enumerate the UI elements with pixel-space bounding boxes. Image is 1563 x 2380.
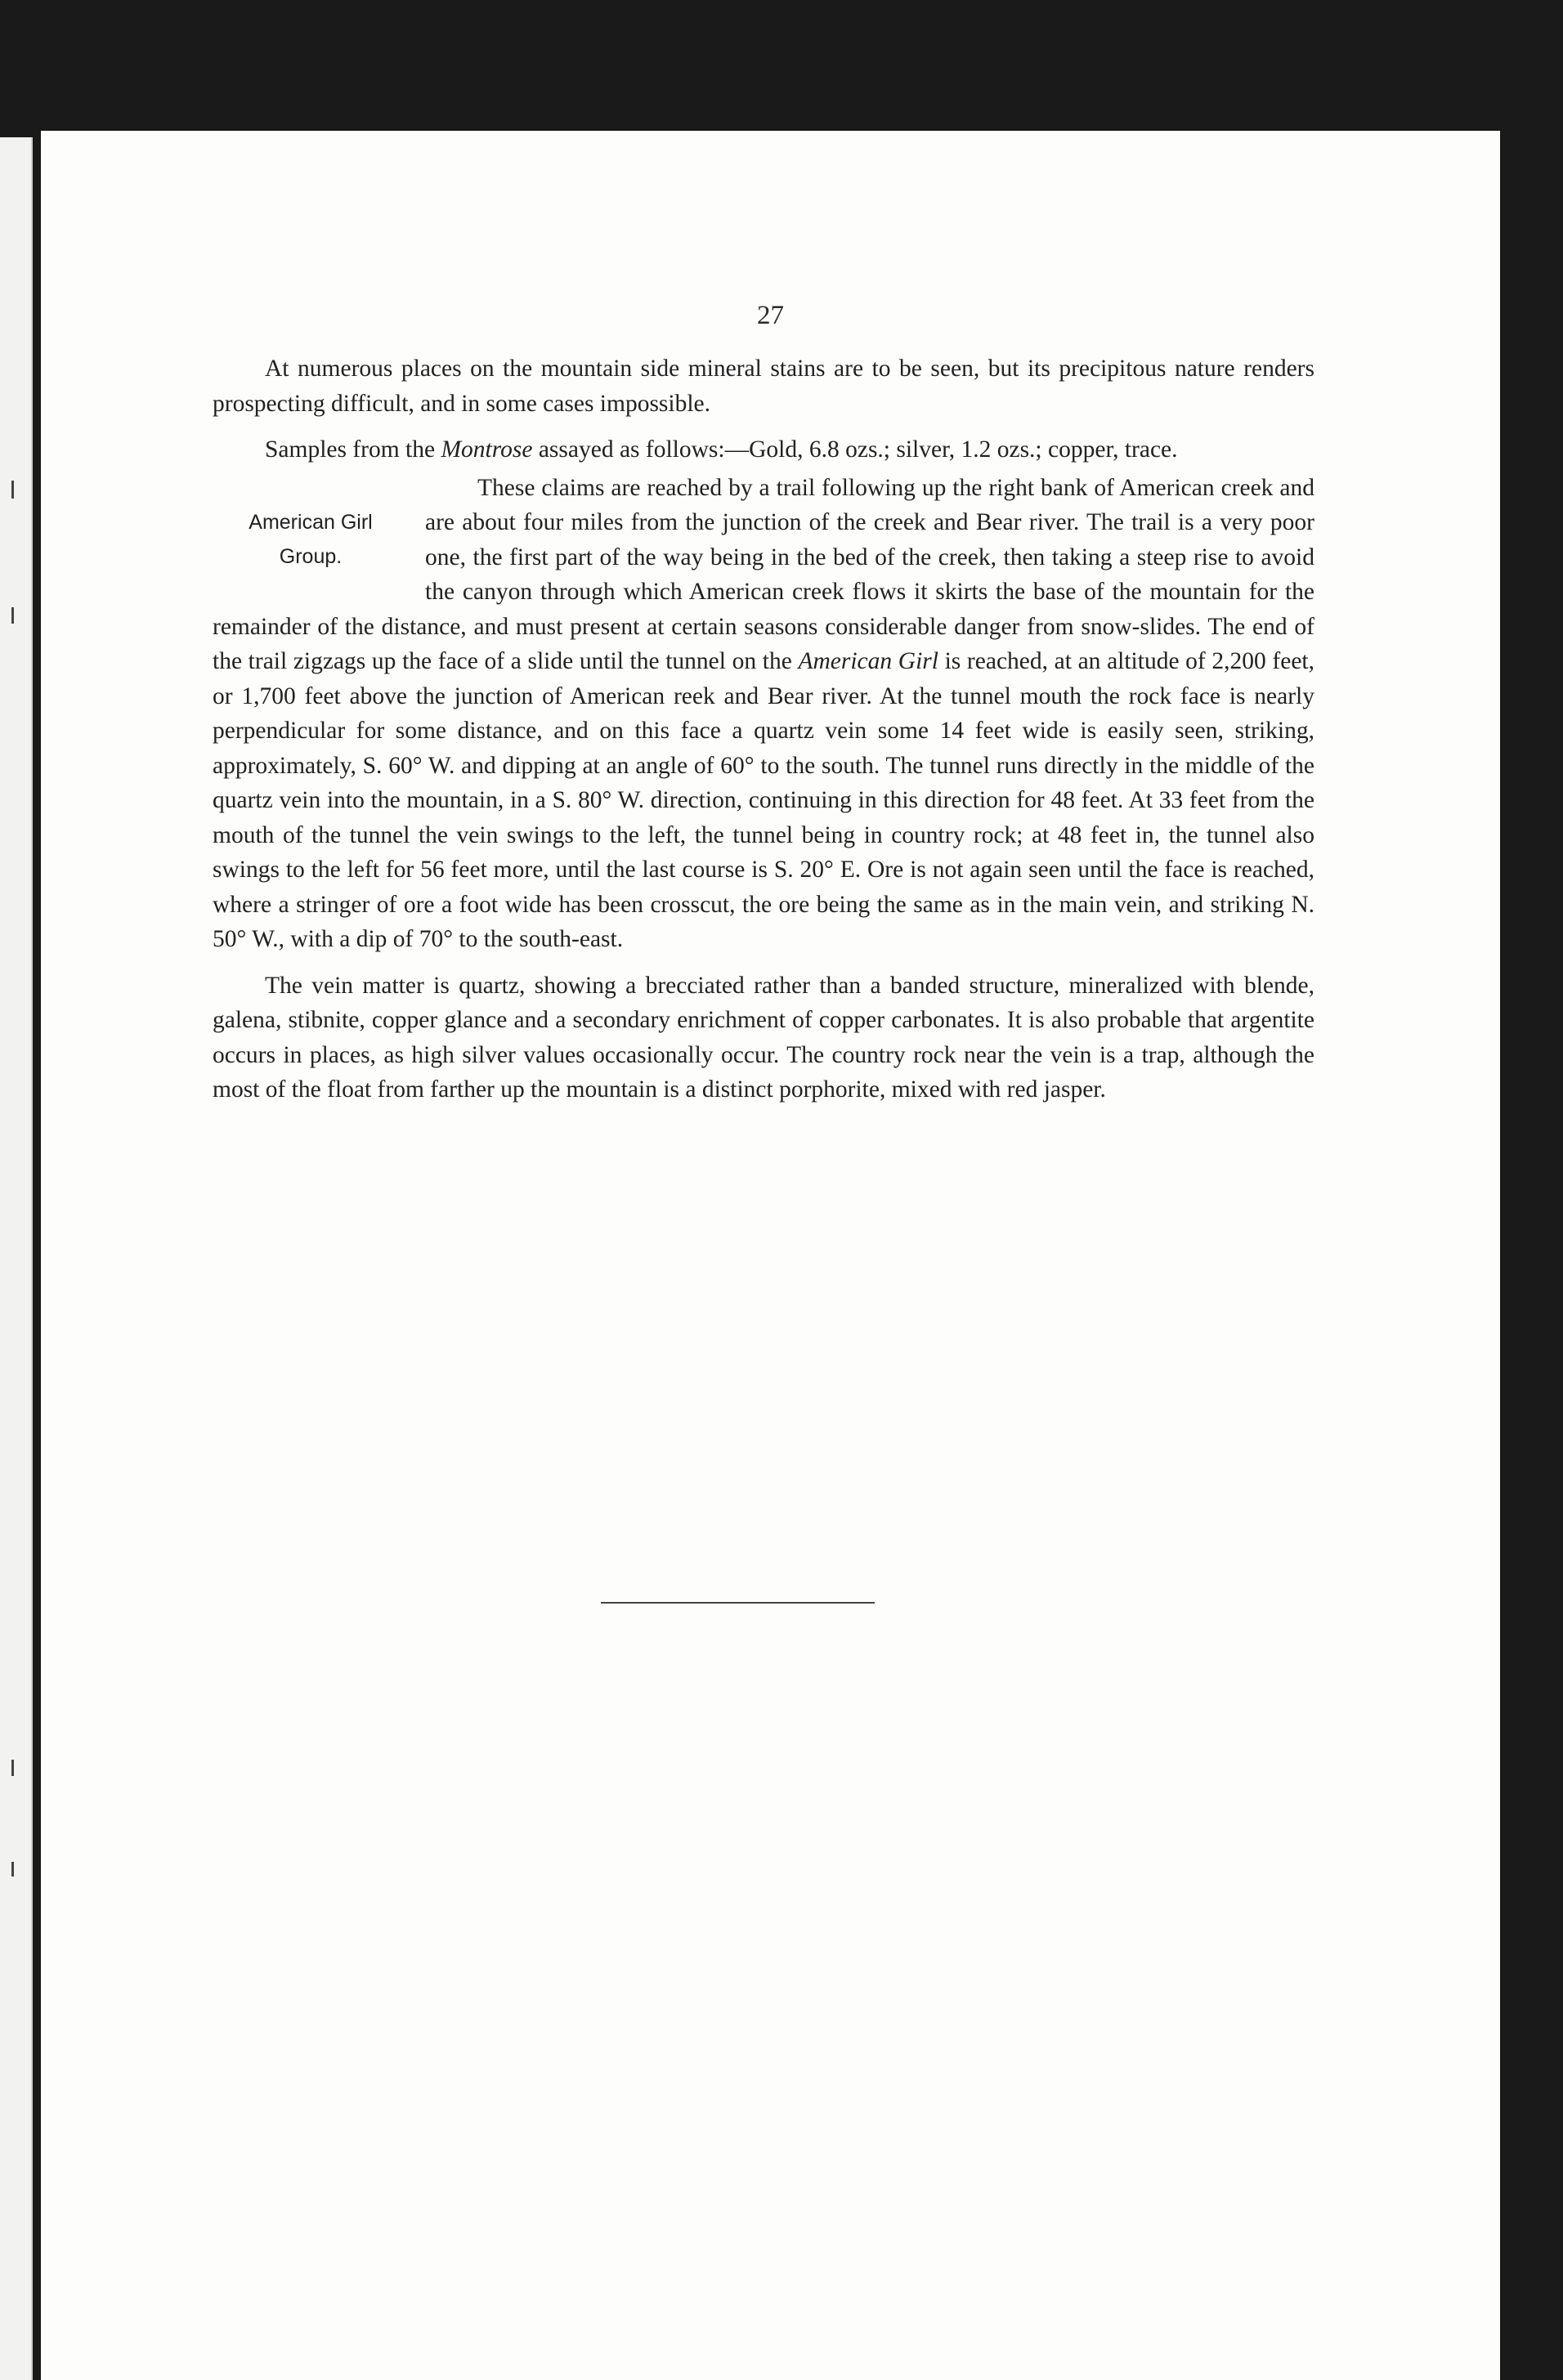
- samples-text: assayed as follows:—Gold, 6.8 ozs.; silver, 1.2 ozs.; copper, trace.: [532, 436, 1178, 463]
- american-girl-section: [213, 471, 1314, 957]
- page-number: 27: [757, 301, 784, 330]
- margin-mark: [11, 1760, 14, 1776]
- body-text: [213, 351, 1314, 1107]
- claim-name-american-girl: American Girl: [798, 648, 938, 674]
- paragraph-samples: [213, 432, 1314, 468]
- paragraph-vein-matter: The vein matter is quartz, showing a brecciated rather than a banded structure, mineralized with blende, galena, stibnite, copper glance and a secondary enrichment of copper carbonates. It is also probable that argentite occurs in places, as high silver values occasionally occur. The country rock near the vein is a trap, although the most of the float from farther up the mountain is a distinct porphorite, mixed with red jasper.: [213, 972, 1314, 1103]
- margin-mark: [11, 607, 14, 624]
- claim-name-montrose: Montrose: [441, 436, 533, 463]
- side-heading-line: American Girl: [249, 510, 373, 534]
- paragraph-mineral-stains: At numerous places on the mountain side mineral stains are to be seen, but its precipitous nature renders prospecting difficult, and in some cases impossible.: [213, 356, 1314, 417]
- side-heading-line: Group.: [279, 545, 343, 568]
- section-text: is reached, at an altitude of 2,200 feet, or 1,700 feet above the junction of American reek and Bear river. At the tunnel mouth the rock face is nearly perpendicular for some distance, and on this face a quartz vein some 14 feet wide is easily seen, striking, approximately, S. 60° W. and dipping at an angle of 60° to the south. The tunnel runs directly in the middle of the quartz vein into the mountain, in a S. 80° W. direction, continuing in this direction for 48 feet. At 33 feet from the mouth of the tunnel the vein swings to the left, the tunnel being in country rock; at 48 feet in, the tunnel also swings to the left for 56 feet more, until the last course is S. 20° E. Ore is not again seen until the face is reached, where a stringer of ore a foot wide has been crosscut, the ore being the same as in the main vein, and striking N. 50° W., with a dip of 70° to the south-east.: [213, 648, 1314, 952]
- margin-mark: [11, 481, 14, 499]
- samples-text: Samples from the: [265, 436, 441, 463]
- document-page: [41, 131, 1500, 2380]
- section-rule: [601, 1602, 875, 1604]
- side-heading: [213, 471, 425, 610]
- previous-page-edge: [0, 137, 33, 2380]
- section-text: These claims are reached by a trail following up the right bank of American creek and are about four miles from the junction of the creek and Bear river. The trail is a very poor one, the first part of the way being in the bed of the creek, then taking a steep rise to avoid the canyon through which American creek flows it skirts the base of the mountain for the remainder of the distance, and must present at certain seasons considerable danger from snow-slides. The end of the trail zigzags up the face of a slide until the tunnel on the: [213, 474, 1314, 674]
- margin-mark: [11, 1862, 14, 1877]
